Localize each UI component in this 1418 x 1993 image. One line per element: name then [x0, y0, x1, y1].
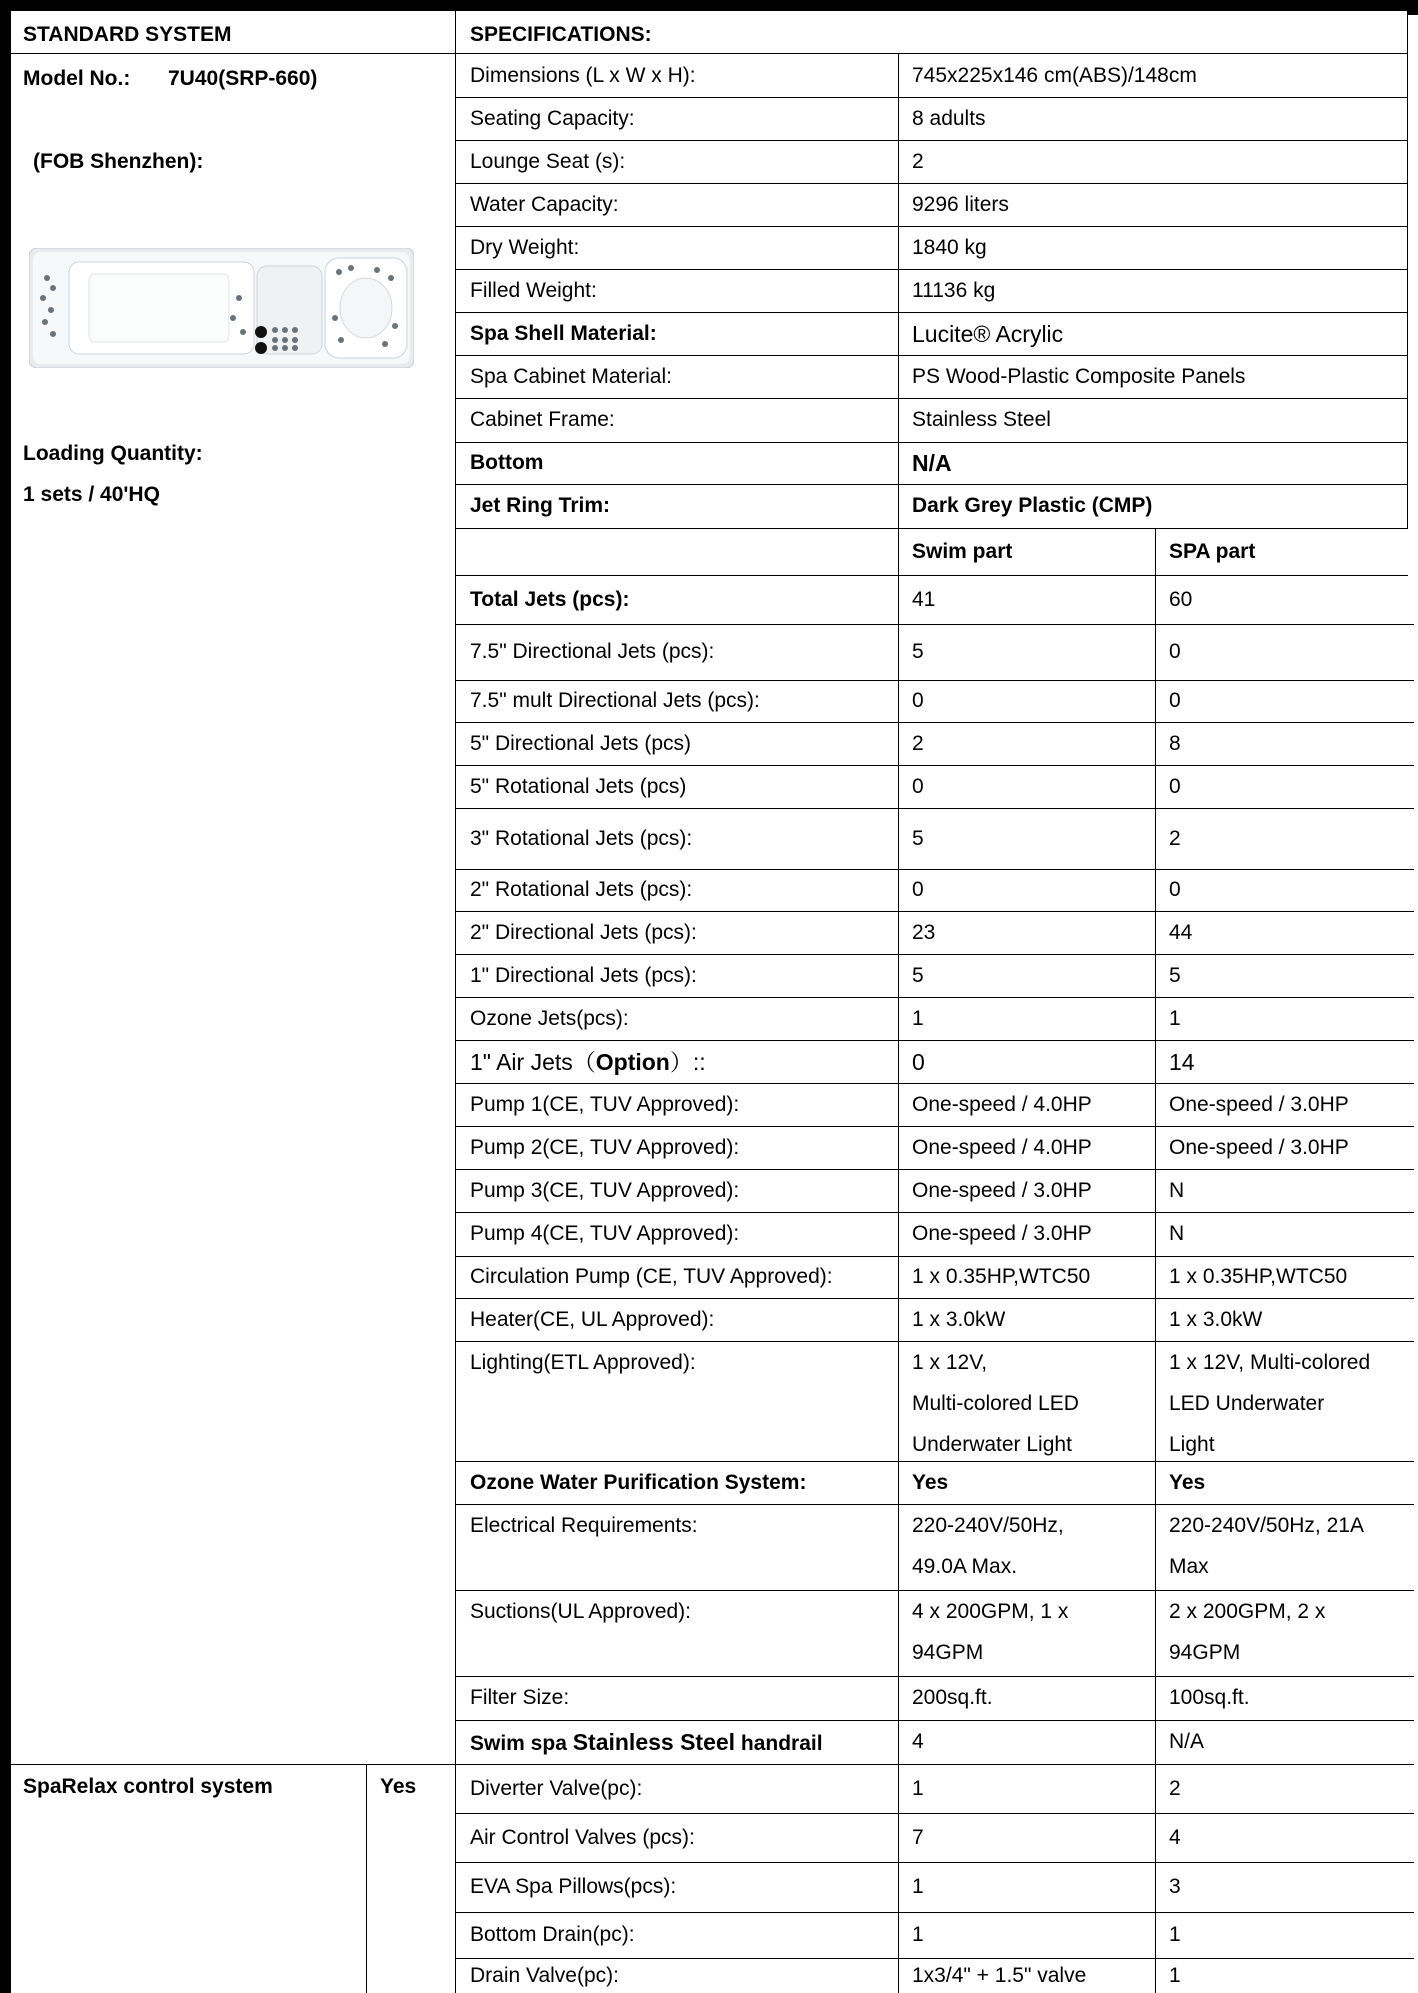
spec-label: Jet Ring Trim:	[470, 494, 611, 517]
swim-value: 5	[912, 640, 924, 663]
swim-value-line: Multi-colored LED	[912, 1392, 1079, 1415]
swim-value: One-speed / 4.0HP	[912, 1136, 1092, 1159]
spec-label: 1" Directional Jets (pcs):	[470, 964, 697, 987]
rule	[456, 355, 1408, 356]
rule	[456, 1256, 1414, 1257]
rule	[456, 765, 1414, 766]
rule	[456, 1341, 1414, 1342]
spec-value: 2	[912, 150, 924, 173]
spa-value: N	[1169, 1222, 1185, 1245]
right-border-top	[1407, 0, 1418, 15]
spa-value: 5	[1169, 964, 1181, 987]
spec-label: 7.5" Directional Jets (pcs):	[470, 640, 715, 663]
swim-value: 0	[912, 1049, 925, 1075]
spec-label: 3" Rotational Jets (pcs):	[470, 827, 693, 850]
swim-value: 5	[912, 827, 924, 850]
spec-label: Suctions(UL Approved):	[470, 1600, 692, 1623]
standard-system-header: STANDARD SYSTEM	[23, 23, 232, 46]
spec-value: N/A	[912, 450, 952, 476]
spa-value: Yes	[1169, 1471, 1206, 1494]
rule	[1155, 528, 1156, 1993]
swim-value-line: 94GPM	[912, 1641, 984, 1664]
spa-value: 14	[1169, 1049, 1195, 1075]
rule	[456, 1764, 1414, 1765]
handrail-post: handrail	[735, 1732, 823, 1755]
spa-value-line: Max	[1169, 1555, 1209, 1578]
spa-value: 3	[1169, 1875, 1181, 1898]
air-jets-label	[470, 1049, 706, 1075]
spa-value: 2	[1169, 1777, 1181, 1800]
spa-value-line: Light	[1169, 1433, 1215, 1456]
swim-value-line: 49.0A Max.	[912, 1555, 1018, 1578]
rule	[456, 954, 1414, 955]
spec-label: 7.5" mult Directional Jets (pcs):	[470, 689, 760, 712]
swim-value: One-speed / 4.0HP	[912, 1093, 1092, 1116]
rule	[456, 312, 1408, 313]
swim-value: One-speed / 3.0HP	[912, 1179, 1092, 1202]
air-jets-prefix: 1" Air Jets（	[470, 1049, 596, 1075]
spec-value: 745x225x146 cm(ABS)/148cm	[912, 64, 1197, 87]
rule	[456, 997, 1414, 998]
rule	[11, 53, 1407, 54]
spec-label: Bottom	[470, 451, 544, 474]
spec-label: Filter Size:	[470, 1686, 570, 1709]
col-divider-left	[366, 1764, 367, 1993]
spec-label: Pump 1(CE, TUV Approved):	[470, 1093, 740, 1116]
spa-value: 1	[1169, 1923, 1181, 1946]
spa-value: 44	[1169, 921, 1193, 944]
spa-value: 1 x 3.0kW	[1169, 1308, 1263, 1331]
rule	[456, 680, 1414, 681]
rule	[456, 808, 1414, 809]
air-jets-suffix: ）::	[669, 1049, 706, 1075]
rule	[456, 1083, 1414, 1084]
rule	[456, 269, 1408, 270]
model-label: Model No.:	[23, 67, 131, 90]
swim-value: 0	[912, 775, 924, 798]
spec-label: 2" Rotational Jets (pcs):	[470, 878, 693, 901]
rule	[456, 1212, 1414, 1213]
rule	[456, 442, 1408, 443]
swim-value: 2	[912, 732, 924, 755]
air-jets-option: Option	[595, 1049, 670, 1075]
fob-label: (FOB Shenzhen):	[33, 150, 204, 173]
rule	[456, 1590, 1414, 1591]
swim-value: Yes	[912, 1471, 949, 1494]
rule	[456, 1676, 1414, 1677]
spa-value: 0	[1169, 775, 1181, 798]
swim-value: 7	[912, 1826, 924, 1849]
spa-value: 0	[1169, 689, 1181, 712]
spec-label: Dimensions (L x W x H):	[470, 64, 696, 87]
handrail-pre: Swim spa	[470, 1732, 573, 1755]
rule	[11, 1764, 456, 1765]
rule	[456, 1504, 1414, 1505]
rule	[456, 1126, 1414, 1127]
spec-label: Lighting(ETL Approved):	[470, 1351, 696, 1374]
spec-value: 11136 kg	[912, 279, 996, 302]
swim-value-line: 4 x 200GPM, 1 x	[912, 1600, 1069, 1623]
spec-label: Air Control Valves (pcs):	[470, 1826, 695, 1849]
spec-label: Spa Cabinet Material:	[470, 365, 672, 388]
spa-value: 0	[1169, 878, 1181, 901]
rule	[456, 1169, 1414, 1170]
swim-value: 200sq.ft.	[912, 1686, 993, 1709]
spa-value: 8	[1169, 732, 1181, 755]
control-system-value: Yes	[380, 1775, 417, 1798]
spa-value: 60	[1169, 588, 1193, 611]
spec-value: 8 adults	[912, 107, 986, 130]
rule	[456, 1720, 1414, 1721]
spec-label: Spa Shell Material:	[470, 322, 657, 345]
spec-label: Cabinet Frame:	[470, 408, 615, 431]
rule	[456, 911, 1414, 912]
swim-value: 4	[912, 1730, 924, 1753]
spa-value: 1	[1169, 1007, 1181, 1030]
spec-label: Circulation Pump (CE, TUV Approved):	[470, 1265, 833, 1288]
handrail-mid: Stainless Steel	[572, 1729, 736, 1755]
spec-label: 5" Rotational Jets (pcs)	[470, 775, 687, 798]
spec-value: Lucite® Acrylic	[912, 321, 1064, 347]
rule	[456, 722, 1414, 723]
swim-value: 5	[912, 964, 924, 987]
rule	[456, 869, 1414, 870]
swim-value: 1	[912, 1875, 924, 1898]
spec-label: Filled Weight:	[470, 279, 597, 302]
rule	[456, 1958, 1414, 1959]
spec-label: 5" Directional Jets (pcs)	[470, 732, 692, 755]
spec-label: Bottom Drain(pc):	[470, 1923, 635, 1946]
specifications-header: SPECIFICATIONS:	[470, 23, 652, 46]
rule	[456, 1298, 1414, 1299]
swim-value-line: 220-240V/50Hz,	[912, 1514, 1064, 1537]
spa-value: One-speed / 3.0HP	[1169, 1136, 1349, 1159]
swim-value-line: Underwater Light	[912, 1433, 1072, 1456]
loading-quantity-label: Loading Quantity:	[23, 442, 203, 465]
swim-value: 1x3/4" + 1.5" valve	[912, 1964, 1087, 1987]
swim-part-header: Swim part	[912, 540, 1013, 563]
left-border	[0, 0, 11, 1993]
spec-label: Electrical Requirements:	[470, 1514, 698, 1537]
rule	[1407, 11, 1408, 528]
rule	[456, 97, 1408, 98]
spa-value-line: 94GPM	[1169, 1641, 1241, 1664]
spa-value-line: 220-240V/50Hz, 21A	[1169, 1514, 1364, 1537]
spec-label: Heater(CE, UL Approved):	[470, 1308, 715, 1331]
swim-value: 0	[912, 878, 924, 901]
spa-value: One-speed / 3.0HP	[1169, 1093, 1349, 1116]
swim-value: One-speed / 3.0HP	[912, 1222, 1092, 1245]
spec-label: Ozone Jets(pcs):	[470, 1007, 629, 1030]
spec-value: 9296 liters	[912, 193, 1009, 216]
spec-label: Water Capacity:	[470, 193, 619, 216]
swim-spa-image	[29, 248, 414, 368]
spec-label: Pump 2(CE, TUV Approved):	[470, 1136, 740, 1159]
spa-value: 1 x 0.35HP,WTC50	[1169, 1265, 1348, 1288]
swim-value: 23	[912, 921, 936, 944]
rule	[456, 624, 1414, 625]
rule	[456, 398, 1408, 399]
spec-label: Pump 3(CE, TUV Approved):	[470, 1179, 740, 1202]
spec-label: Ozone Water Purification System:	[470, 1471, 807, 1494]
spa-value: 1	[1169, 1964, 1181, 1987]
rule	[456, 575, 1408, 576]
spa-value: 4	[1169, 1826, 1181, 1849]
spec-value: Stainless Steel	[912, 408, 1051, 431]
col-divider-main	[455, 11, 456, 1993]
spa-value: 0	[1169, 640, 1181, 663]
model-value: 7U40(SRP-660)	[168, 67, 318, 90]
swim-value: 1	[912, 1923, 924, 1946]
rule	[456, 484, 1408, 485]
rule	[456, 226, 1408, 227]
spec-value: Dark Grey Plastic (CMP)	[912, 494, 1153, 517]
spec-label: Seating Capacity:	[470, 107, 635, 130]
spec-label: Diverter Valve(pc):	[470, 1777, 643, 1800]
rule	[898, 54, 899, 1993]
spa-value: 100sq.ft.	[1169, 1686, 1250, 1709]
rule	[456, 183, 1408, 184]
rule	[456, 1040, 1414, 1041]
spa-value: 2	[1169, 827, 1181, 850]
swim-value: 41	[912, 588, 936, 611]
rule	[456, 140, 1408, 141]
spa-value: N/A	[1169, 1730, 1205, 1753]
spec-label: Pump 4(CE, TUV Approved):	[470, 1222, 740, 1245]
handrail-label	[470, 1729, 823, 1757]
rule	[456, 528, 1408, 529]
spec-value: PS Wood-Plastic Composite Panels	[912, 365, 1246, 388]
swim-value-line: 1 x 12V,	[912, 1351, 988, 1374]
spec-label: Lounge Seat (s):	[470, 150, 626, 173]
spec-label: Dry Weight:	[470, 236, 580, 259]
swim-value: 0	[912, 689, 924, 712]
spec-label: EVA Spa Pillows(pcs):	[470, 1875, 677, 1898]
top-border	[0, 0, 1418, 11]
swim-value: 1	[912, 1777, 924, 1800]
swim-value: 1	[912, 1007, 924, 1030]
spa-value-line: 2 x 200GPM, 2 x	[1169, 1600, 1326, 1623]
rule	[456, 1813, 1414, 1814]
spa-value-line: LED Underwater	[1169, 1392, 1325, 1415]
spa-part-header: SPA part	[1169, 540, 1256, 563]
swim-value: 1 x 3.0kW	[912, 1308, 1006, 1331]
rule	[456, 1461, 1414, 1462]
spec-value: 1840 kg	[912, 236, 987, 259]
spa-value: N	[1169, 1179, 1185, 1202]
spec-label: Total Jets (pcs):	[470, 588, 630, 611]
spa-value-line: 1 x 12V, Multi-colored	[1169, 1351, 1371, 1374]
rule	[456, 1862, 1414, 1863]
rule	[456, 1912, 1414, 1913]
spec-label: Drain Valve(pc):	[470, 1964, 619, 1987]
swim-value: 1 x 0.35HP,WTC50	[912, 1265, 1091, 1288]
loading-quantity-value: 1 sets / 40'HQ	[23, 483, 160, 506]
spec-label: 2" Directional Jets (pcs):	[470, 921, 697, 944]
control-system-label: SpaRelax control system	[23, 1775, 273, 1798]
